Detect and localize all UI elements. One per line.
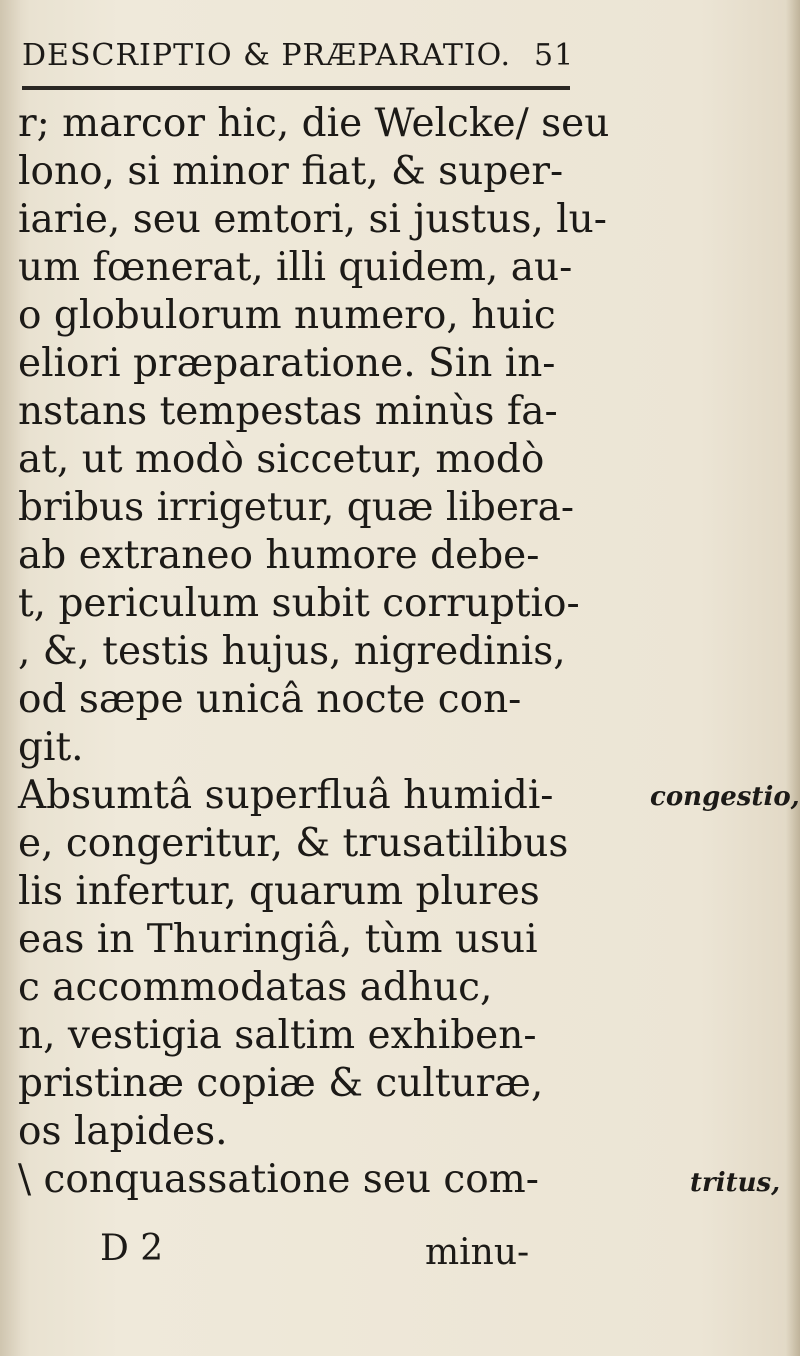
text-line: n, vestigia saltim exhiben- [18, 1013, 537, 1058]
header-rule [22, 86, 570, 90]
text-line: os lapides. [18, 1109, 228, 1154]
text-line: iarie, seu emtori, si justus, lu- [18, 197, 607, 242]
text-line: \ conquassatione seu com- [18, 1157, 539, 1202]
text-line: , &, testis hujus, nigredinis, [18, 629, 566, 674]
text-line: o globulorum numero, huic [18, 293, 556, 338]
text-line: um fœnerat, illi quidem, au- [18, 245, 573, 290]
text-line: bribus irrigetur, quæ libera- [18, 485, 574, 530]
page-edge [786, 0, 800, 1356]
text-line: ab extraneo humore debe- [18, 533, 540, 578]
text-line: Absumtâ superfluâ humidi- [18, 773, 554, 818]
text-line: lono, si minor fiat, & super- [18, 149, 564, 194]
text-line: od sæpe unicâ nocte con- [18, 677, 522, 722]
text-line: r; marcor hic, die Welcke/ seu [18, 101, 610, 146]
running-title: DESCRIPTIO & PRÆPARATIO. [22, 38, 512, 73]
text-line: lis infertur, quarum plures [18, 869, 540, 914]
margin-note-tritus: tritus, [690, 1168, 781, 1198]
margin-note-congestio: congestio, [650, 782, 800, 812]
text-line: nstans tempestas minùs fa- [18, 389, 558, 434]
page-number: 51 [534, 38, 575, 73]
text-line: pristinæ copiæ & culturæ, [18, 1061, 544, 1106]
text-line: t, periculum subit corruptio- [18, 581, 580, 626]
text-line: eas in Thuringiâ, tùm usui [18, 917, 538, 962]
page-gutter [0, 0, 20, 1356]
text-line: at, ut modò siccetur, modò [18, 437, 545, 482]
text-line: git. [18, 725, 84, 770]
signature-mark: D 2 [100, 1228, 164, 1269]
running-header [22, 38, 582, 73]
text-line: e, congeritur, & trusatilibus [18, 821, 569, 866]
text-line: c accommodatas adhuc, [18, 965, 493, 1010]
catchword: minu- [425, 1232, 530, 1273]
text-line: eliori præparatione. Sin in- [18, 341, 556, 386]
